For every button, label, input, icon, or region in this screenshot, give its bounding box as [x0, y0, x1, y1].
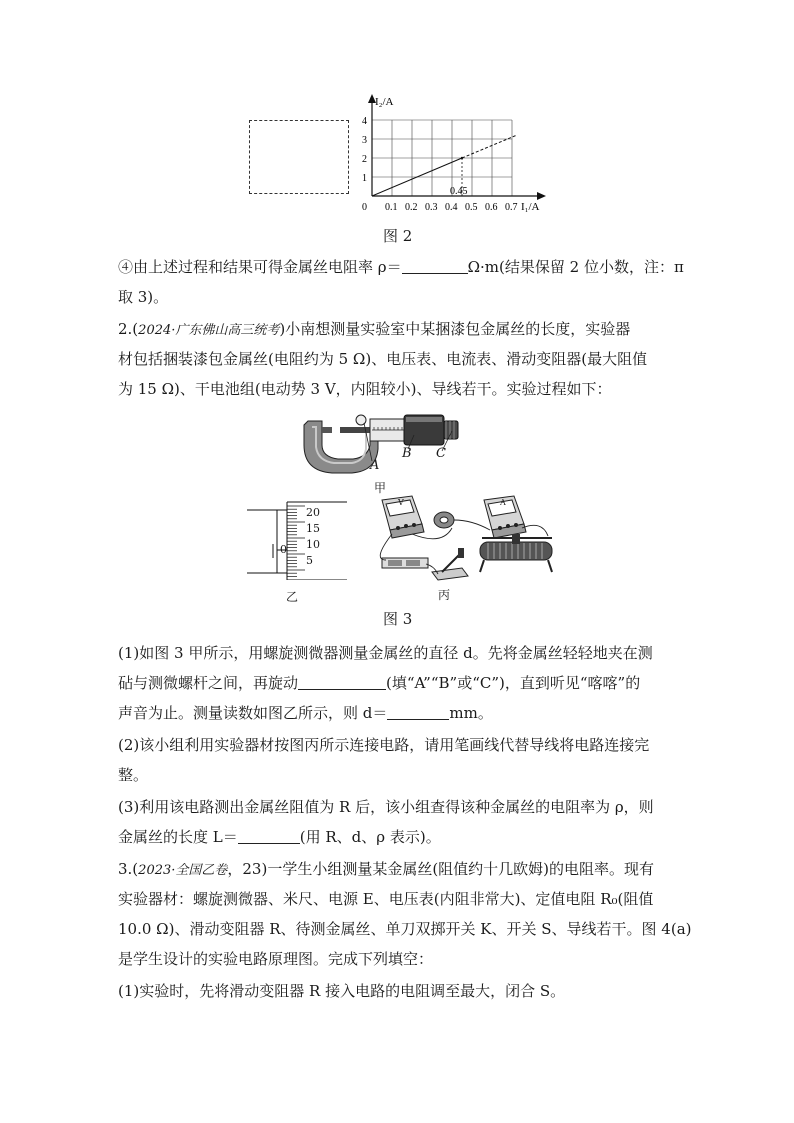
- x-tick-label: 0.1: [385, 202, 398, 213]
- wire-spool: [434, 512, 454, 528]
- x-tick-label: 0.7: [505, 202, 518, 213]
- x-axis-label: I₁/A: [521, 201, 540, 213]
- y-tick-label: 3: [362, 135, 367, 146]
- answer-blank-length[interactable]: [238, 825, 300, 844]
- s1-text-e: mm。: [449, 704, 493, 722]
- x-tick-label: 0.5: [465, 202, 478, 213]
- q4-line-1: [118, 252, 690, 282]
- data-point: [461, 157, 463, 159]
- q4-text-b: Ω·m(结果保留 2 位小数，注：π: [467, 258, 684, 276]
- figure-2-graph: [355, 90, 565, 218]
- label-yi: 乙: [286, 590, 299, 604]
- x-tick-label: 0.4: [445, 202, 458, 213]
- q3-line-5: (1)实验时，先将滑动变阻器 R 接入电路的电阻调至最大，闭合 S。: [118, 982, 566, 1000]
- q3-source: 2023·全国乙卷: [138, 863, 228, 878]
- q4-line-2: 取 3)。: [118, 288, 169, 306]
- label-bing: 丙: [438, 588, 451, 602]
- q3-line-3: 10.0 Ω)、滑动变阻器 R、待测金属丝、单刀双掷开关 K、开关 S、导线若干。图 4(a): [118, 920, 692, 938]
- s3-line-2: [118, 822, 690, 852]
- thimble-edge: [277, 510, 287, 573]
- micrometer-scale: [247, 500, 347, 580]
- scale-tick-20: 20: [306, 506, 320, 519]
- scale-tick-15: 15: [306, 522, 320, 535]
- ammeter-label: A: [500, 498, 506, 507]
- x-tick-label: 0.2: [405, 202, 418, 213]
- q3-line-4: 是学生设计的实验电路原理图。完成下列填空：: [118, 950, 434, 968]
- y-axis-label: I₂/A: [375, 96, 394, 108]
- q2-line-1: [118, 314, 690, 346]
- anvil: [322, 427, 332, 433]
- rheostat: [480, 534, 552, 572]
- label-jia: 甲: [374, 481, 387, 495]
- scale-zero: 0: [280, 543, 287, 556]
- answer-blank-resistivity[interactable]: [402, 255, 468, 274]
- s1-line-1: (1)如图 3 甲所示，用螺旋测微器测量金属丝的直径 d。先将金属丝轻轻地夹在测: [118, 644, 653, 662]
- s1-text-d: 声音为止。测量读数如图乙所示，则 d＝: [118, 704, 388, 722]
- switch: [432, 548, 468, 580]
- s1-text-b: 砧与测微螺杆之间，再旋动: [118, 674, 299, 692]
- q2-line-2: 材包括捆装漆包金属丝(电阻约为 5 Ω)、电压表、电流表、滑动变阻器(最大阻值: [118, 350, 648, 368]
- figure-3-caption: 图 3: [383, 610, 413, 628]
- s3-text-b: 金属丝的长度 L＝: [118, 828, 238, 846]
- s2-line-2: 整。: [118, 766, 149, 784]
- scale-tick-10: 10: [306, 538, 320, 551]
- q3-number: 3.(: [118, 860, 139, 878]
- q3-line-2: 实验器材：螺旋测微器、米尺、电源 E、电压表(内阻非常大)、定值电阻 R₀(阻值: [118, 890, 654, 908]
- q2-line-3: 为 15 Ω)、干电池组(电动势 3 V，内阻较小)、导线若干。实验过程如下：: [118, 380, 612, 398]
- s3-line-1: (3)利用该电路测出金属丝阻值为 R 后，该小组查得该种金属丝的电阻率为 ρ，则: [118, 798, 654, 816]
- label-B: B: [402, 446, 412, 461]
- q3-text-a: ，23)一学生小组测量某金属丝(阻值约十几欧姆)的电阻率。现有: [227, 860, 655, 878]
- annotation-045: 0.45: [450, 186, 468, 197]
- s2-line-1: (2)该小组利用实验器材按图丙所示连接电路，请用笔画线代替导线将电路连接完: [118, 736, 650, 754]
- label-C: C: [436, 446, 446, 461]
- q2-source: 2024·广东佛山高三统考: [138, 323, 280, 338]
- micrometer-figure: [298, 405, 478, 485]
- battery-pack: [382, 558, 428, 568]
- s1-line-2: [118, 668, 690, 698]
- scale-tick-5: 5: [306, 554, 313, 567]
- voltmeter-label: V: [398, 498, 404, 507]
- label-A: A: [370, 458, 380, 473]
- answer-blank-knob[interactable]: [298, 671, 386, 690]
- q2-text-a: )小南想测量实验室中某捆漆包金属丝的长度，实验器: [279, 320, 631, 338]
- dashed-box: [249, 120, 349, 194]
- s1-text-c: (填“A”“B”或“C”)，直到听见“喀喀”的: [386, 674, 641, 692]
- x-axis-arrow: [537, 192, 546, 200]
- q4-text-a: ④由上述过程和结果可得金属丝电阻率 ρ＝: [118, 258, 402, 276]
- q2-number: 2.(: [118, 320, 139, 338]
- x-tick-label: 0.3: [425, 202, 438, 213]
- q3-line-1: [118, 854, 690, 886]
- s3-text-c: (用 R、d、ρ 表示)。: [299, 828, 441, 846]
- s1-line-3: [118, 698, 690, 728]
- figure-2-caption: 图 2: [383, 227, 413, 245]
- y-tick-label: 2: [362, 154, 367, 165]
- y-tick-label: 4: [362, 116, 367, 127]
- x-tick-label: 0.6: [485, 202, 498, 213]
- y-tick-label: 1: [362, 173, 367, 184]
- x-tick-label: 0: [362, 202, 367, 213]
- answer-blank-diameter[interactable]: [387, 701, 449, 720]
